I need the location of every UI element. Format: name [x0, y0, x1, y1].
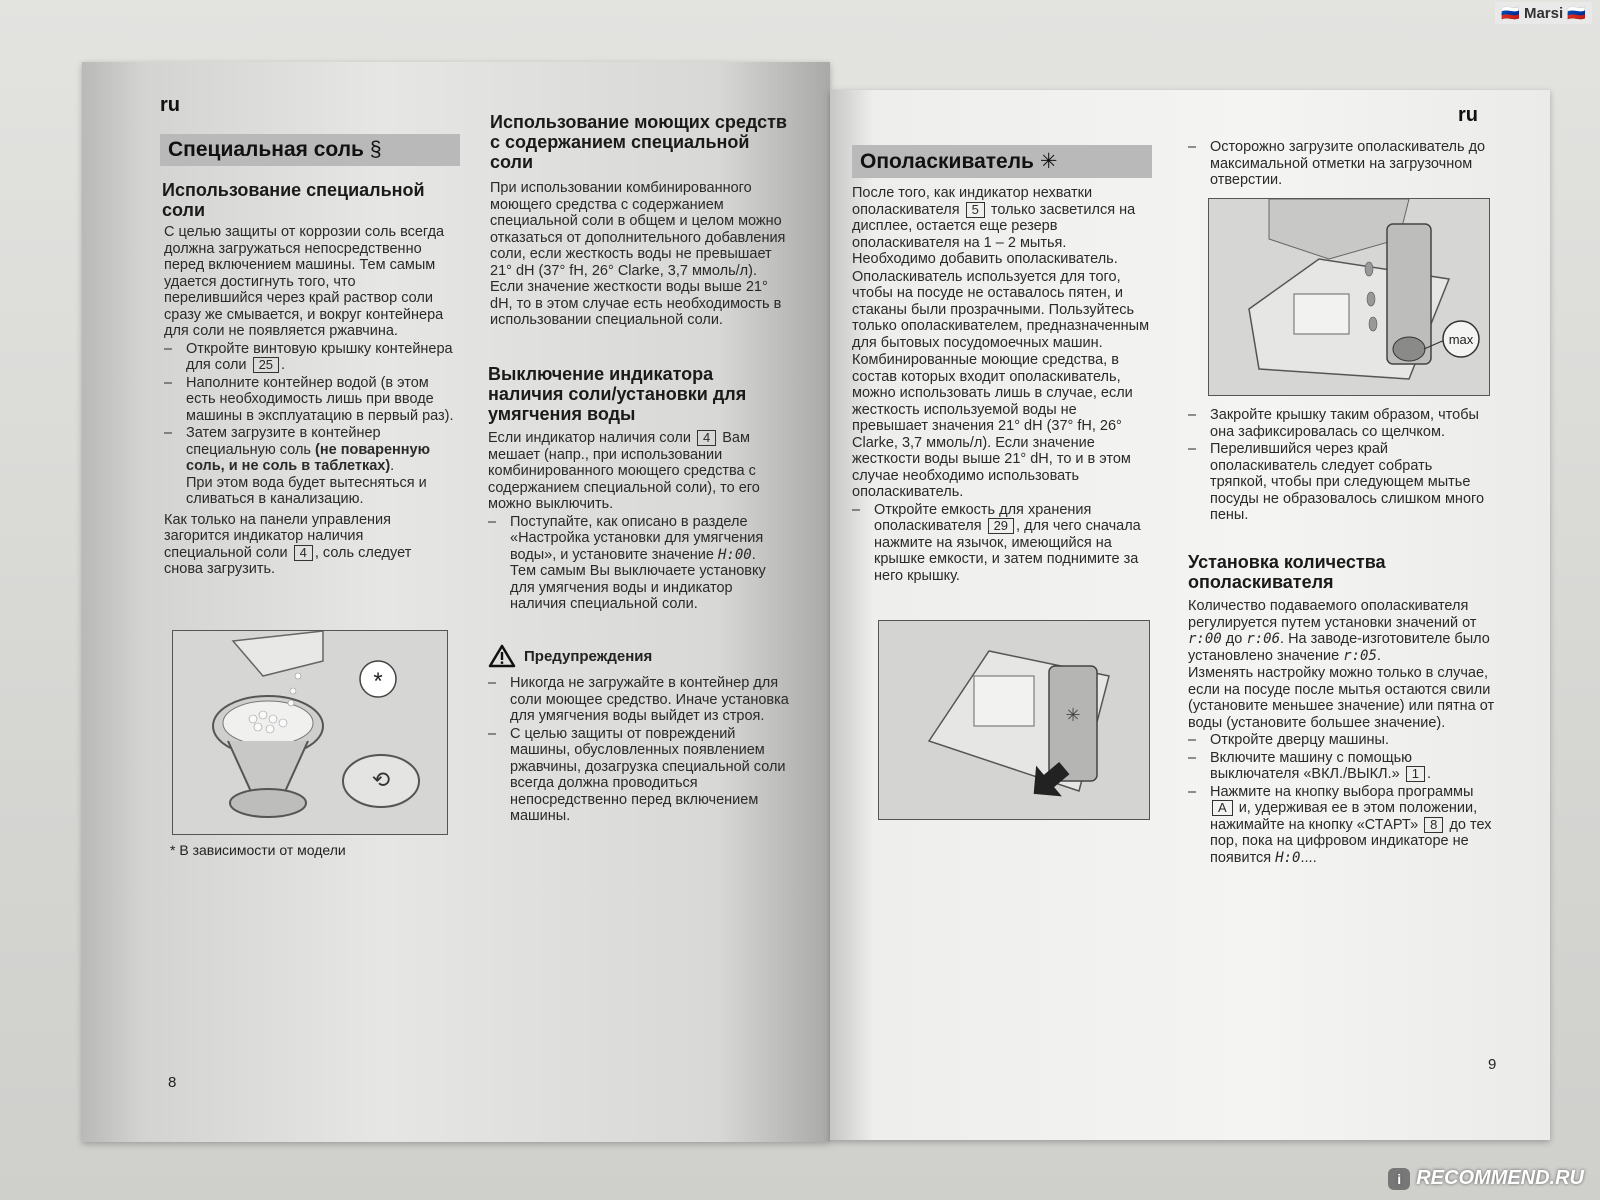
rinse-aid-purpose-para: Ополаскиватель используется для того, чтобы на посуде не оставалось пятен, и стаканы были прозрачными. Пользуйтесь только ополаскивателем, предназначенным для бытовых посудомоечных машин. [852, 268, 1150, 351]
list-item: – Никогда не загружайте в контейнер для соли моющее средство. Иначе установка для умягчения воды выйдет из строя. [488, 675, 789, 724]
combined-detergent-text: При использовании комбинированного моющего средства с содержанием специальной соли в общем и целом можно отказаться от дополнительного добавления соли, если жесткость воды не превышает 21° dH (37° fH, 26° Clarke, 3,7 ммоль/л). Если значение жесткости воды выше 21° dH, то в этом случае есть необходимость в использовании специальной соли. [490, 180, 786, 328]
list-item: – Закройте крышку таким образом, чтобы она зафиксировалась со щелчком. [1188, 407, 1479, 440]
recommend-logo-icon: i [1388, 1168, 1410, 1190]
list-item: – Откройте дверцу машины. [1188, 732, 1389, 748]
display-value: H:00 [717, 546, 752, 563]
max-mark-label: max [1448, 332, 1474, 347]
rinse-adjust-para: Изменять настройку можно только в случае, если на посуде после мытья остаются свили (установите меньшее значение) или пятна от воды (установите большее значение). [1188, 665, 1495, 731]
svg-text:⟲: ⟲ [371, 768, 391, 793]
list-item: – Осторожно загрузите ополаскиватель до максимальной отметки на загрузочном отверстии. [1188, 139, 1486, 188]
salt-refill-note: Как только на панели управления загорится индикатор наличия специальной соли 4 , соль следует снова загрузить. [164, 511, 412, 577]
watermark-user: 🇷🇺 Marsi 🇷🇺 [1495, 2, 1592, 24]
right-page [830, 90, 1550, 1140]
warning-triangle-icon [488, 644, 516, 668]
left-col2-text [488, 430, 790, 614]
list-item: – Наполните контейнер водой (в этом есть необходимость лишь при вводе машины в эксплуатацию в первый раз). [164, 374, 454, 424]
salt-symbol-icon: § [369, 138, 382, 161]
right-col2-top [1188, 138, 1488, 190]
heading-disable-salt-indicator: Выключение индикатора наличия соли/установки для умягчения воды [488, 364, 747, 424]
left-col1-text [164, 224, 454, 579]
right-col2-mid [1188, 406, 1492, 525]
language-tag: ru [160, 94, 180, 116]
section-title: Специальная соль [168, 138, 364, 161]
rinse-amount-para: Количество подаваемого ополаскивателя регулируется путем установки значений от r:00 до r:06. На заводе-изготовителе было установлено значение r:05. [1188, 598, 1490, 664]
list-item: – Перелившийся через край ополаскиватель следует собрать тряпкой, чтобы при следующем мытье посуды не образовалось слишком много пены. [1188, 441, 1485, 523]
rinse-aid-fill-figure [1208, 198, 1490, 396]
dispenser-open-illustration [879, 621, 1150, 820]
combined-detergent-para: Комбинированные моющие средства, в состав которых входит ополаскиватель, можно использовать лишь в случае, если жесткость используемой воды не превышает значения 21° dH (37° fH, 26° Clarke, 3,7 ммоль/л). Если значение жесткости воды выше 21° dH, то и в этом случае необходимо использовать ополаскиватель. [852, 352, 1133, 500]
footnote: * В зависимости от модели [170, 842, 346, 858]
salt-intro: С целью защиты от коррозии соль всегда должна загружаться непосредственно перед включением машины. Тем самым удается достигнуть того, что перелившийся через край раствор соли сразу же смывается, и вокруг контейнера для соли не появляется ржавчина. [164, 224, 445, 339]
section-title: Ополаскиватель [860, 150, 1034, 173]
warnings-title: Предупреждения [488, 644, 652, 668]
watermark-site: i RECOMMEND.RU [1388, 1167, 1584, 1190]
rinse-aid-icon: ✳ [1039, 150, 1058, 173]
page-number: 8 [168, 1074, 177, 1091]
rinse-amount-text [1188, 598, 1498, 867]
list-item: – С целью защиты от повреждений машины, обусловленных появлением ржавчины, дозагрузка специальной соли всегда должна проводиться непосредственно перед включением машины. [488, 725, 786, 824]
ref-number: 25 [253, 357, 279, 373]
list-item: – Нажмите на кнопку выбора программы A и, удерживая ее в этом положении, нажимайте на кнопку «СТАРТ» 8 до тех пор, пока на цифровом индикаторе не появится H:0.... [1188, 783, 1492, 866]
section-title-bar [852, 145, 1152, 178]
list-item: – Включите машину с помощью выключателя «ВКЛ./ВЫКЛ.» 1 . [1188, 749, 1431, 782]
figure-asterisk-label: * [373, 668, 383, 695]
section-title-bar [160, 134, 460, 166]
heading-rinse-aid-amount: Установка количества ополаскивателя [1188, 552, 1386, 592]
salt-container-figure [172, 630, 448, 835]
disable-indicator-para: Если индикатор наличия соли 4 Вам мешает (напр., при использовании комбинированного моющего средства с содержанием специальной соли), то его можно выключить. [488, 430, 760, 512]
salt-funnel-illustration [173, 631, 448, 835]
rinse-aid-text [852, 185, 1152, 585]
list-item: – Откройте винтовую крышку контейнера для соли 25 . [164, 340, 453, 373]
list-item: – Затем загрузите в контейнер специальную соль (не поваренную соль, и не соль в таблетках). При этом вода будет вытесняться и сливаться в канализацию. [164, 425, 430, 507]
left-page [82, 62, 830, 1142]
warnings-list [488, 674, 790, 826]
rinse-aid-low-para: После того, как индикатор нехватки ополаскивателя 5 только засветился на дисплее, остается еще резерв ополаскивателя на 1 – 2 мытья. Необходимо добавить ополаскиватель. [852, 185, 1136, 267]
language-tag: ru [1458, 104, 1478, 126]
list-item: – Поступайте, как описано в разделе «Настройка установки для умягчения воды», и установите значение H:00. Тем самым Вы выключаете установку для умягчения воды и индикатор наличия специальной соли. [488, 513, 766, 612]
list-item: – Откройте емкость для хранения ополаскивателя 29 , для чего сначала нажмите на язычок, имеющийся на крышке емкости, и затем поднимите за него крышку. [852, 501, 1141, 584]
heading-combined-detergents: Использование моющих средств с содержанием специальной соли [490, 112, 787, 172]
page-number: 9 [1488, 1056, 1497, 1073]
heading-special-salt: Использование специальной соли [162, 180, 425, 220]
svg-text:✳: ✳ [1065, 705, 1081, 726]
rinse-aid-fill-illustration [1209, 199, 1490, 396]
rinse-aid-container-figure [878, 620, 1150, 820]
